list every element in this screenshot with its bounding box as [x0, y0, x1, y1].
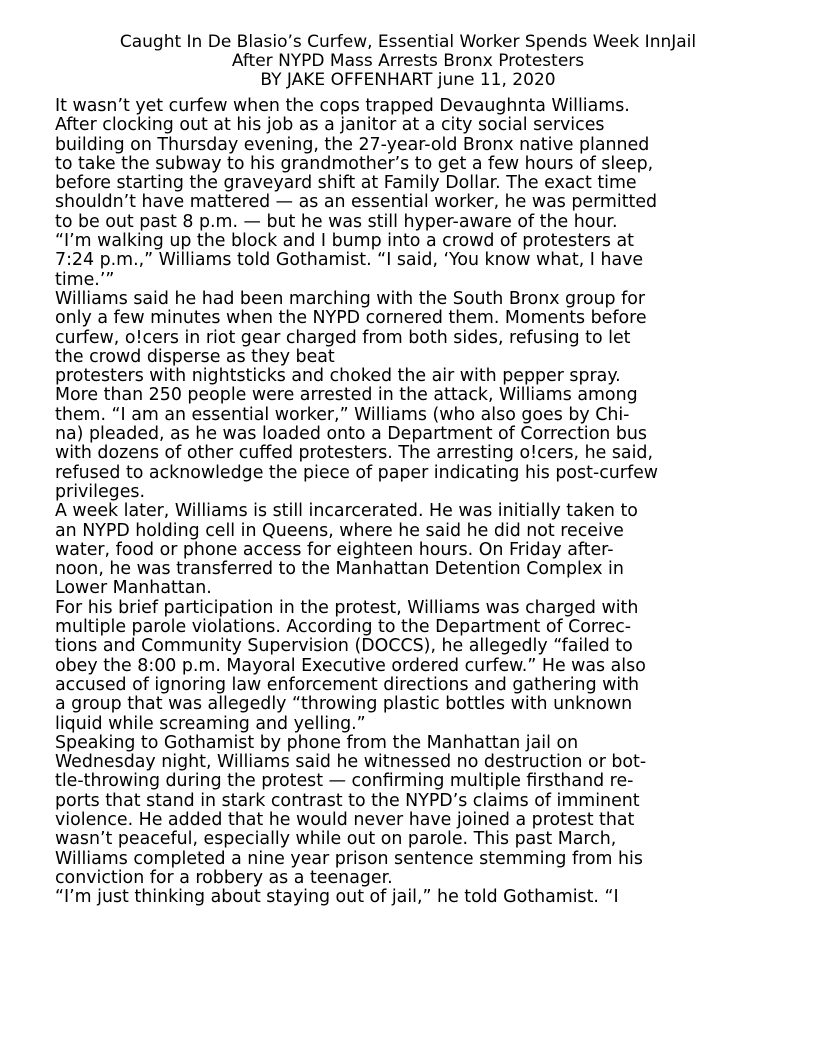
article-title-line-2: After NYPD Mass Arrests Bronx Protesters	[231, 51, 585, 71]
body-line: an NYPD holding cell in Queens, where he said he did not receive	[55, 520, 624, 541]
article-title-line-1: Caught In De Blasio’s Curfew, Essential Worker Spends Week InnJail	[119, 32, 697, 52]
body-line: wasn’t peaceful, especially while out on parole. This past March,	[55, 829, 617, 850]
article-byline: BY JAKE OFFENHART june 11, 2020	[260, 70, 556, 90]
body-line: “I’m walking up the block and I bump into a crowd of protesters at	[55, 231, 634, 252]
body-line: na) pleaded, as he was loaded onto a Department of Correction bus	[55, 424, 647, 445]
body-line: to take the subway to his grandmother’s to get a few hours of sleep,	[55, 153, 654, 174]
body-line: noon, he was transferred to the Manhattan Detention Complex in	[55, 559, 624, 580]
body-line: protesters with nightsticks and choked the air with pepper spray.	[55, 366, 621, 387]
body-line: a group that was allegedly “throwing plastic bottles with unknown	[55, 694, 633, 715]
body-line: with dozens of other cuffed protesters. The arresting o!cers, he said,	[55, 443, 653, 464]
body-line: privileges.	[55, 481, 146, 502]
body-line: obey the 8:00 p.m. Mayoral Executive ordered curfew.” He was also	[55, 655, 646, 676]
body-line: For his brief participation in the protest, Williams was charged with	[55, 597, 639, 618]
body-line: time.’”	[55, 269, 115, 290]
article-header	[0, 33, 816, 90]
body-line: only a few minutes when the NYPD cornered them. Moments before	[55, 308, 647, 329]
body-line: Wednesday night, Williams said he witnessed no destruction or bot-	[55, 752, 647, 773]
body-line: 7:24 p.m.,” Williams told Gothamist. “I said, ‘You know what, I have	[55, 250, 644, 271]
body-line: shouldn’t have mattered — as an essential worker, he was permitted	[55, 192, 658, 213]
body-line: liquid while screaming and yelling.”	[55, 713, 366, 734]
body-line: tle-throwing during the protest — confirming multiple firsthand re-	[55, 771, 634, 792]
body-line: them. “I am an essential worker,” Williams (who also goes by Chi-	[55, 404, 630, 425]
body-line: It wasn’t yet curfew when the cops trapped Devaughnta Williams.	[55, 96, 630, 116]
body-line: conviction for a robbery as a teenager.	[55, 867, 393, 888]
body-line: Lower Manhattan.	[55, 578, 212, 599]
body-line: to be out past 8 p.m. — but he was still hyper-aware of the hour.	[55, 211, 618, 232]
body-line: Williams said he had been marching with the South Bronx group for	[55, 288, 645, 309]
body-line: water, food or phone access for eighteen hours. On Friday after-	[55, 539, 614, 560]
body-line: tions and Community Supervision (DOCCS), he allegedly “failed to	[55, 636, 633, 657]
body-line: refused to acknowledge the piece of paper indicating his post-curfew	[55, 462, 658, 483]
body-line: the crowd disperse as they beat	[55, 346, 335, 367]
body-line: ports that stand in stark contrast to the NYPD’s claims of imminent	[55, 790, 640, 811]
body-line: building on Thursday evening, the 27-year-old Bronx native planned	[55, 134, 650, 155]
body-line: A week later, Williams is still incarcerated. He was initially taken to	[55, 501, 638, 522]
body-line: After clocking out at his job as a janitor at a city social services	[55, 115, 605, 136]
body-line: accused of ignoring law enforcement directions and gathering with	[55, 674, 640, 695]
body-line: before starting the graveyard shift at Family Dollar. The exact time	[55, 173, 637, 194]
body-line: Speaking to Gothamist by phone from the Manhattan jail on	[55, 732, 579, 753]
body-line: Williams completed a nine year prison sentence stemming from his	[55, 848, 643, 869]
body-line: curfew, o!cers in riot gear charged from both sides, refusing to let	[55, 327, 631, 348]
article-body	[55, 97, 815, 907]
body-line: multiple parole violations. According to the Department of Correc-	[55, 617, 632, 638]
body-line: More than 250 people were arrested in the attack, Williams among	[55, 385, 638, 406]
body-line: “I’m just thinking about staying out of jail,” he told Gothamist. “I	[55, 887, 619, 908]
body-line: violence. He added that he would never have joined a protest that	[55, 809, 635, 830]
